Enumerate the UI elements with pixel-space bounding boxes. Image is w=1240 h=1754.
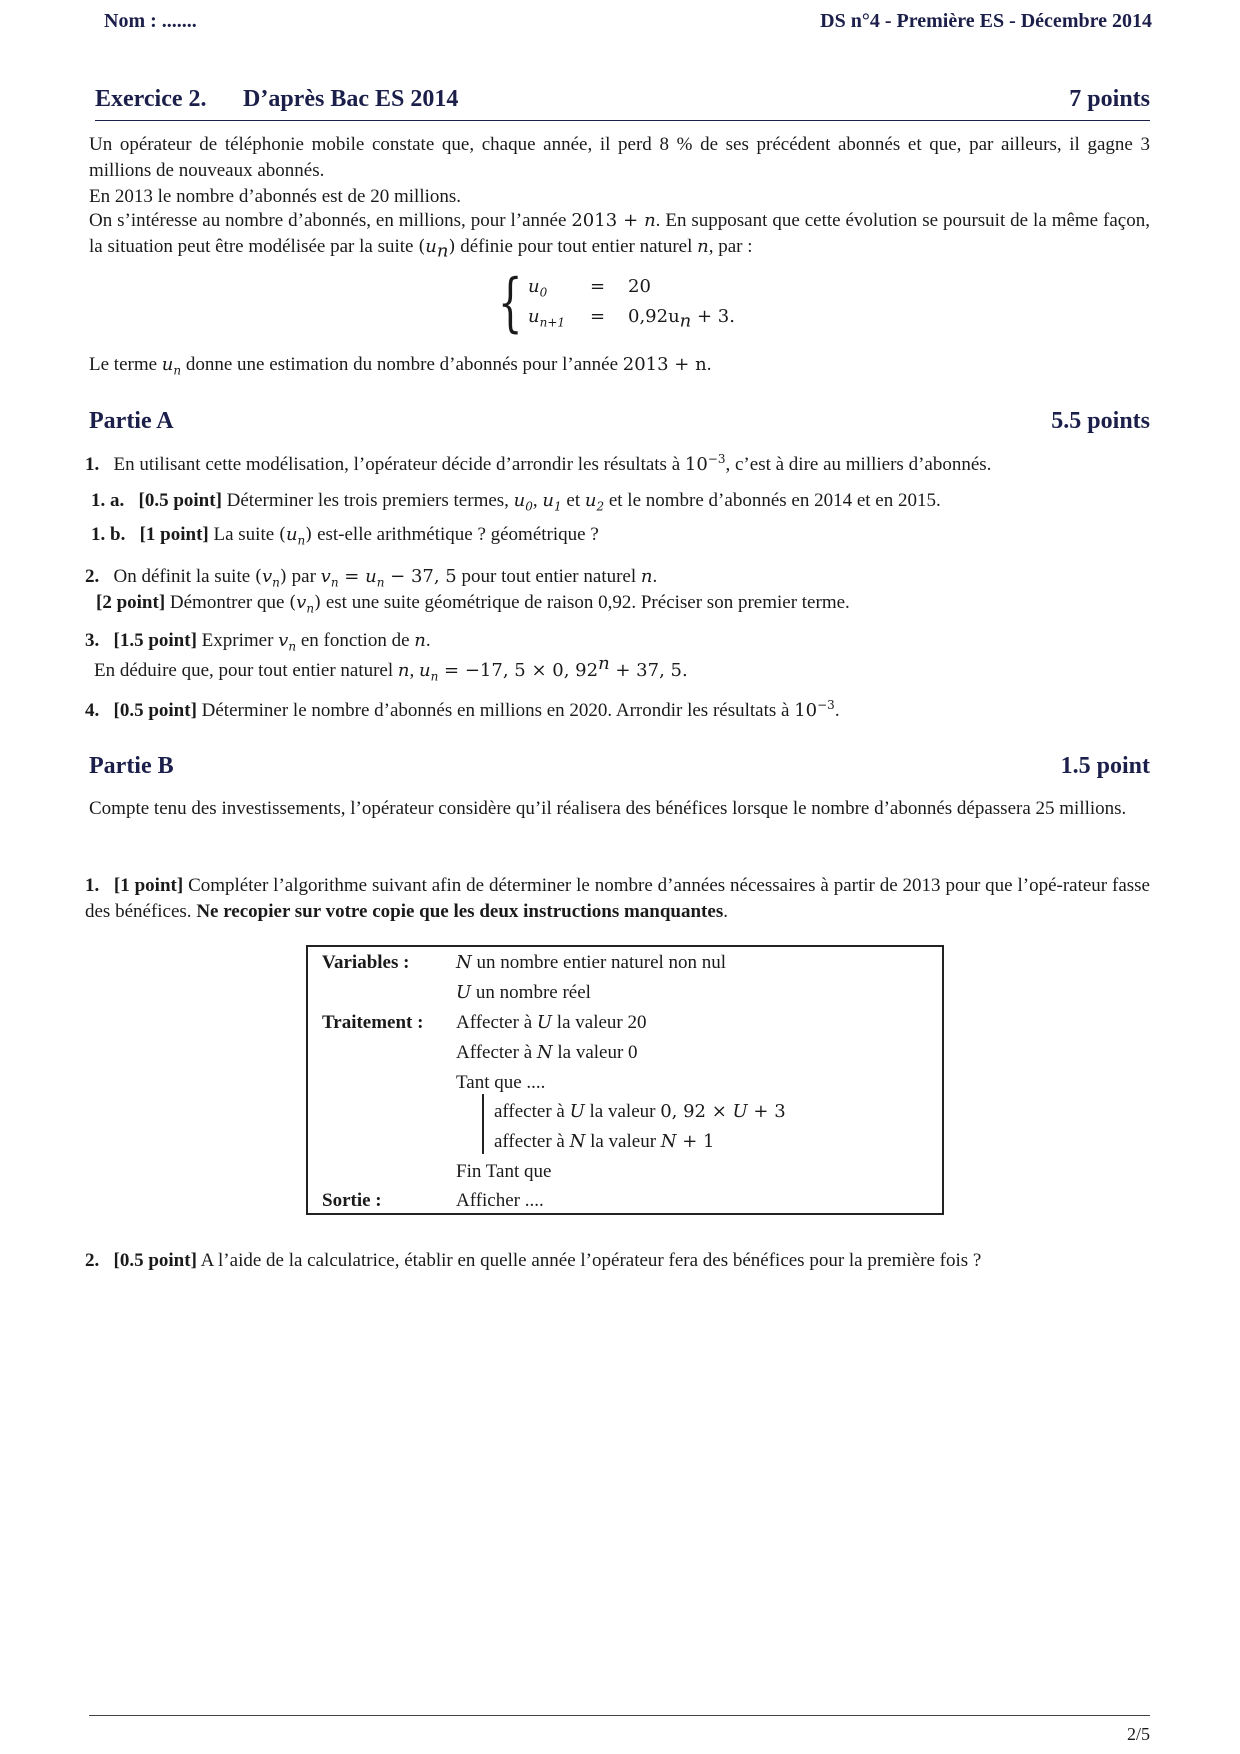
partA-q2: 2. On définit la suite $(v_n)$ par $v_n = u_n - 37$, 5 pour tout entier naturel n.	[85, 566, 658, 590]
var-u: U un nombre réel	[456, 982, 591, 1003]
exam-header: DS n°4 - Première ES - Décembre 2014	[820, 10, 1152, 32]
partB-intro: Compte tenu des investissements, l’opérateur considère qu’il réalisera des bénéfices lorsque le nombre d’abonnés dépassera 25 millions.	[89, 798, 1127, 819]
exercise-subtitle: D’après Bac ES 2014	[243, 86, 459, 112]
loop-bar	[482, 1094, 484, 1154]
algorithm-box	[306, 945, 944, 1215]
partB-title: Partie B 1.5 point	[89, 753, 1150, 779]
recurrence-system: { $u_0$ = 20 $u_{n+1}$ = $0,92u_n + 3$.	[498, 266, 735, 340]
instr-4: affecter à N la valeur N + 1	[494, 1131, 715, 1152]
partA-q1a: 1. a. [0.5 point] Déterminer les trois premiers termes, $u_0$, $u_1$ et $u_2$ et le nombre d’abonnés en 2014 et en 2015.	[91, 490, 941, 514]
partA-title: Partie A 5.5 points	[89, 408, 1150, 434]
footer-rule	[89, 1715, 1150, 1716]
exercise-label: Exercice 2.	[95, 86, 207, 112]
partA-q1b: 1. b. [1 point] La suite $(u_n)$ est-elle arithmétique ? géométrique ?	[91, 524, 599, 548]
intro-p3: On s’intéresse au nombre d’abonnés, en millions, pour l’année 2013 + n. En supposant que cette évolution se poursuit de la même façon, la situation peut être modélisée par la suite $(u_n)$ définie pour tout entier naturel n, par :	[89, 210, 1150, 262]
page-number: 2/5	[1126, 1724, 1150, 1744]
instr-1: Affecter à U la valeur 20	[456, 1012, 647, 1033]
instr-while: Tant que ....	[456, 1072, 546, 1093]
var-n: N un nombre entier naturel non nul	[456, 952, 727, 973]
term-sentence: Le terme $u_n$ donne une estimation du nombre d’abonnés pour l’année 2013 + n.	[89, 354, 712, 378]
partB-q1: 1. [1 point] Compléter l’algorithme suivant afin de déterminer le nombre d’années nécessaires à partir de 2013 pour que l’opé-rateur fasse des bénéfices. Ne recopier sur votre copie que les deux instructions manquantes.	[85, 875, 1150, 922]
exercise-title	[95, 86, 1150, 121]
instr-output: Afficher ....	[456, 1190, 544, 1211]
partA-q4: 4. [0.5 point] Déterminer le nombre d’abonnés en millions en 2020. Arrondir les résultats à $10^{-3}$.	[85, 698, 840, 721]
instr-2: Affecter à N la valeur 0	[456, 1042, 638, 1063]
instr-3: affecter à U la valeur 0, 92 × U + 3	[494, 1101, 786, 1122]
intro-p2: En 2013 le nombre d’abonnés est de 20 millions.	[89, 186, 462, 207]
variables-label: Variables :	[322, 952, 410, 973]
partA-q3: 3. [1.5 point] Exprimer $v_n$ en fonction de n.	[85, 630, 431, 654]
instr-end-while: Fin Tant que	[456, 1161, 552, 1182]
partB-q2: 2. [0.5 point] A l’aide de la calculatrice, établir en quelle année l’opérateur fera des bénéfices pour la première fois ?	[85, 1250, 982, 1271]
intro-p1: Un opérateur de téléphonie mobile constate que, chaque année, il perd 8 % de ses précédent abonnés et que, par ailleurs, il gagne 3 millions de nouveaux abonnés.	[89, 134, 1150, 181]
left-brace: {	[498, 266, 523, 340]
exercise-points: 7 points	[1069, 86, 1150, 112]
traitement-label: Traitement :	[322, 1012, 424, 1033]
sortie-label: Sortie :	[322, 1190, 382, 1211]
partA-q2-demo: [2 point] Démontrer que $(v_n)$ est une suite géométrique de raison 0,92. Préciser son premier terme.	[96, 592, 850, 616]
partA-q3-deduce: En déduire que, pour tout entier naturel n, $u_n = -17$, 5 × 0, $92^n + 37$, 5.	[94, 653, 688, 684]
partA-q1: 1. En utilisant cette modélisation, l’opérateur décide d’arrondir les résultats à $10^{-3}$, c’est à dire au milliers d’abonnés.	[85, 452, 992, 475]
student-name-field: Nom : .......	[104, 10, 197, 32]
